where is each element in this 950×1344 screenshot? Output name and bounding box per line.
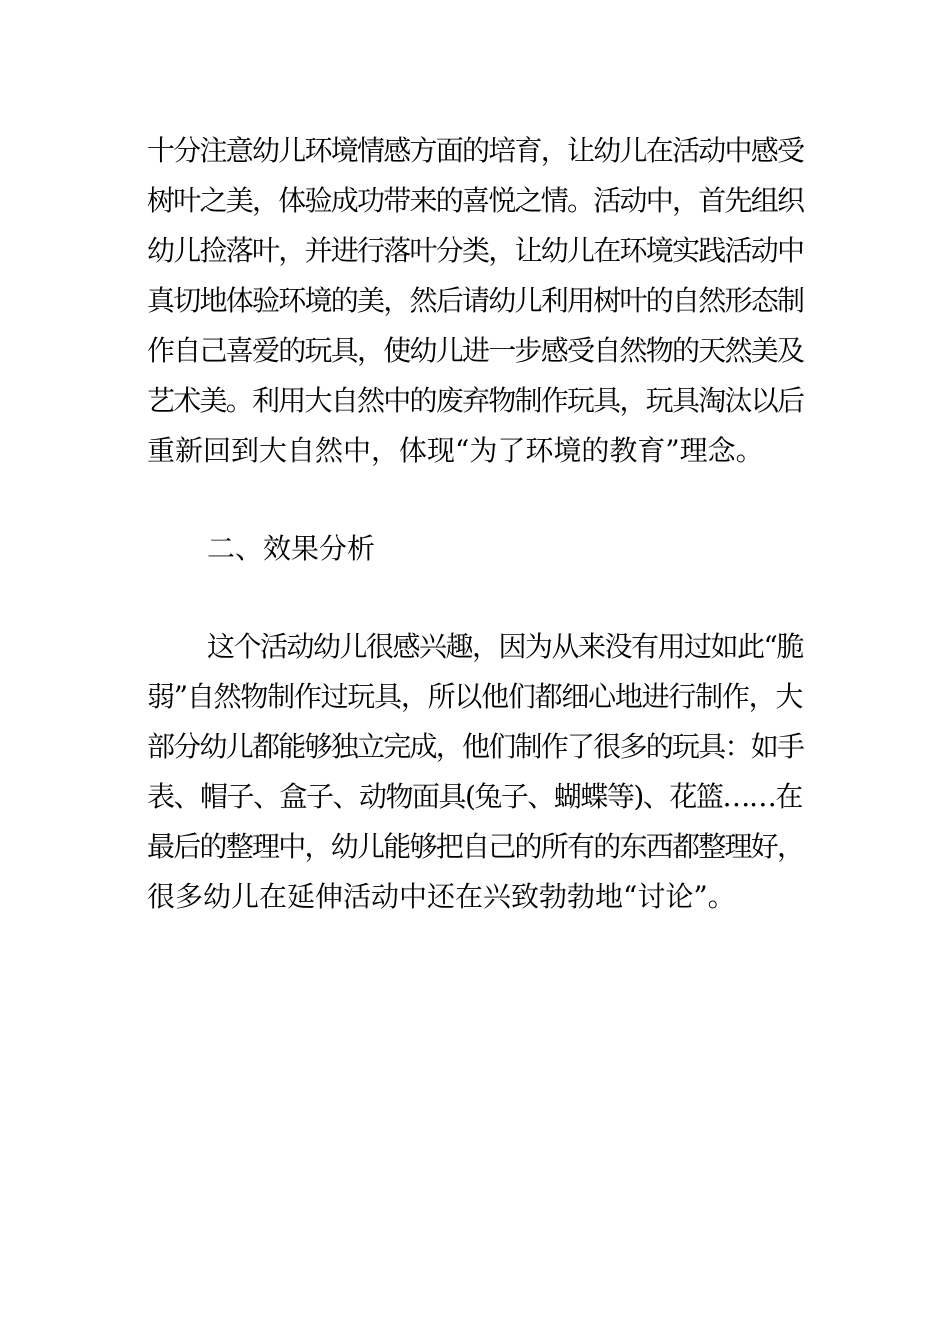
text-line: 很多幼儿在延伸活动中还在兴致勃勃地“讨论”。 <box>147 880 736 913</box>
text-line: 弱”自然物制作过玩具，所以他们都细心地进行制作，大 <box>147 680 803 713</box>
text-line: 重新回到大自然中，体现“为了环境的教育”理念。 <box>147 434 764 467</box>
text-line: 树叶之美，体验成功带来的喜悦之情。活动中，首先组织 <box>147 184 804 217</box>
text-line: 真切地体验环境的美，然后请幼儿利用树叶的自然形态制 <box>147 284 804 317</box>
text-line: 这个活动幼儿很感兴趣，因为从来没有用过如此“脆 <box>207 630 803 663</box>
text-line: 表、帽子、盒子、动物面具(兔子、蝴蝶等)、花篮……在 <box>147 780 802 813</box>
text-line: 艺术美。利用大自然中的废弃物制作玩具，玩具淘汰以后 <box>147 384 804 417</box>
text-line: 幼儿捡落叶，并进行落叶分类，让幼儿在环境实践活动中 <box>147 234 804 267</box>
text-line: 部分幼儿都能够独立完成，他们制作了很多的玩具：如手 <box>147 730 804 763</box>
text-line: 作自己喜爱的玩具，使幼儿进一步感受自然物的天然美及 <box>147 334 804 367</box>
text-line: 十分注意幼儿环境情感方面的培育，让幼儿在活动中感受 <box>147 134 804 167</box>
section-heading: 二、效果分析 <box>207 532 376 565</box>
text-line: 最后的整理中，幼儿能够把自己的所有的东西都整理好， <box>147 830 804 863</box>
